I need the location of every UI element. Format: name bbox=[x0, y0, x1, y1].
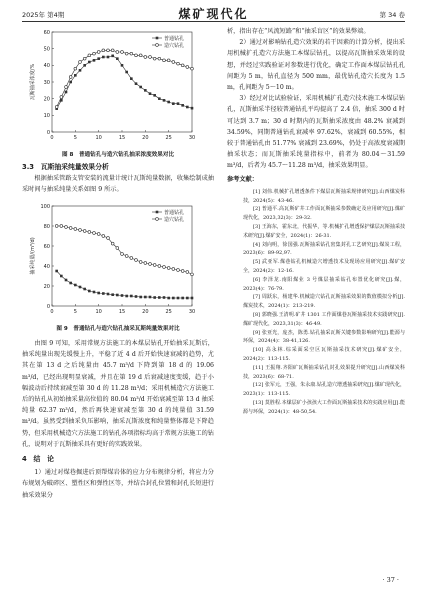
reference-item: [11] 王振翔.齐阳矿瓦斯抽采钻孔封孔效果提升研究[J].山西煤炭科技，2023(6)：68-71. bbox=[243, 364, 405, 380]
figure9-point bbox=[97, 292, 100, 295]
figure9-point bbox=[93, 291, 96, 294]
figure9-x-tick-label: 20 bbox=[142, 309, 149, 315]
figure8-point bbox=[125, 52, 128, 55]
figure9-point bbox=[102, 235, 105, 238]
figure9-legend-label: 普通钻孔 bbox=[164, 209, 185, 216]
figure9-point bbox=[191, 273, 194, 276]
figure9-y-tick-label: 100 bbox=[40, 203, 50, 210]
figure8-point bbox=[88, 61, 91, 64]
figure9-point bbox=[69, 282, 72, 285]
figure8-point bbox=[111, 49, 114, 52]
figure9-point bbox=[163, 296, 166, 299]
figure9-point bbox=[125, 295, 128, 298]
figure-8-caption: 图 8 普通钻孔与造穴钻孔抽采浓度效果对比 bbox=[61, 152, 175, 158]
reference-item: [8] 郭晓强.王清明.矿井 1301 工作面煤巷瓦斯抽采技术实践研究[J].煤矿现代化，2023,31(3)：46-49. bbox=[243, 312, 405, 327]
figure9-point bbox=[60, 275, 63, 278]
figure9-x-tick-label: 15 bbox=[118, 309, 126, 315]
references-heading: 参考文献： bbox=[227, 175, 258, 183]
figure9-point bbox=[153, 296, 156, 299]
figure8-point bbox=[74, 74, 77, 77]
figure9-point bbox=[158, 265, 161, 268]
figure9-point bbox=[97, 233, 100, 236]
figure9-x-tick-label: 0 bbox=[50, 309, 54, 315]
figure9-point bbox=[83, 288, 86, 291]
figure9-point bbox=[79, 286, 82, 289]
figure8-point bbox=[65, 86, 68, 89]
figure9-point bbox=[177, 297, 180, 300]
figure8-point bbox=[135, 82, 138, 85]
figure9-point bbox=[111, 242, 114, 245]
figure8-point bbox=[144, 89, 147, 92]
journal-title: 煤矿现代化 bbox=[178, 7, 249, 21]
figure8-legend-marker bbox=[156, 44, 159, 47]
header-rule bbox=[22, 21, 405, 22]
figure9-point bbox=[144, 262, 147, 265]
figure9-point bbox=[149, 296, 152, 299]
figure8-point bbox=[88, 54, 91, 57]
figure8-x-tick-label: 0 bbox=[50, 135, 54, 141]
figure8-point bbox=[74, 67, 77, 70]
paragraph: 3）经过对比试验验证，采用机械扩孔造穴技术施工本煤层钻孔，瓦斯抽采半径较普通钻孔平均提高了 2.4 倍，抽采 300 d 时可达到 3.7 m；30 d 时期内的瓦斯抽采浓度由 48.2% 衰减到 34.59%，同期普通钻孔衰减率 97.62%，衰减到 60.55%，相较于普通钻孔由 51.77% 衰减到 23.69%，仍处于高浓度衰减期抽采状态；而瓦斯抽采纯量指标中，前者为 80.04～31.59 m³/d，后者为 45.7～11.28 m³/d，抽采效果明显。 bbox=[227, 95, 405, 170]
figure9-point bbox=[74, 228, 77, 231]
figure9-point bbox=[191, 297, 194, 300]
figure8-point bbox=[111, 55, 114, 58]
figure8-point bbox=[172, 102, 175, 105]
figure9-point bbox=[107, 293, 110, 296]
figure9-point bbox=[65, 279, 68, 282]
figure9-point bbox=[186, 297, 189, 300]
reference-item: [3] 王海东，霍东北，代振华，等.机械扩孔增透保护煤层瓦斯抽采技术研究[J].煤矿安全，2024(1)：26-31. bbox=[243, 224, 405, 239]
figure9-point bbox=[69, 227, 72, 230]
figure9-point bbox=[135, 259, 138, 262]
figure9-point bbox=[130, 295, 133, 298]
figure8-x-tick-label: 30 bbox=[188, 135, 196, 141]
figure9-point bbox=[139, 261, 142, 264]
right-column bbox=[227, 26, 405, 417]
figure8-point bbox=[83, 64, 86, 67]
figure8-x-tick-label: 5 bbox=[73, 135, 77, 141]
figure8-point bbox=[177, 102, 180, 105]
figure9-y-axis-label: 抽采纯量/(m³/d) bbox=[30, 237, 36, 275]
reference-item: [4] 刘向明，徐国强.瓦斯抽采钻孔密集封孔工艺研究[J].煤炭工程，2023(6)：89-92,97. bbox=[243, 241, 405, 257]
reference-list bbox=[227, 188, 405, 417]
journal-issue: 2025年 第4期 bbox=[22, 11, 65, 19]
figure8-point bbox=[186, 66, 189, 69]
figure8-point bbox=[69, 81, 72, 84]
figure9-y-tick-label: 60 bbox=[43, 243, 50, 250]
figure8-point bbox=[149, 56, 152, 59]
figure8-point bbox=[116, 51, 119, 54]
figure8-point bbox=[97, 51, 100, 54]
figure9-legend-marker bbox=[156, 211, 159, 214]
figure8-point bbox=[139, 86, 142, 89]
figure8-legend-marker bbox=[156, 37, 159, 40]
figure8-point bbox=[93, 59, 96, 62]
paragraph: 根据抽采管路支管安装的流量计统计瓦斯纯量数据，收集绘制成抽采时间与抽采纯量关系如图 9 所示。 bbox=[22, 175, 214, 194]
figure9-point bbox=[121, 253, 124, 256]
figure9-legend-label: 造穴钻孔 bbox=[164, 216, 185, 223]
figure8-point bbox=[97, 57, 100, 60]
figure8-point bbox=[163, 59, 166, 62]
figure9-point bbox=[163, 266, 166, 269]
figure8-point bbox=[102, 49, 105, 52]
figure8-y-tick-label: 20 bbox=[43, 96, 50, 103]
figure9-point bbox=[83, 230, 86, 233]
reference-item: [2] 普通平.高瓦斯矿井工作面瓦斯抽采参数确定及应用研究[J].煤矿现代化，2023,32(3)：29-32. bbox=[243, 206, 405, 222]
figure9-point bbox=[65, 226, 68, 229]
figure8-point bbox=[158, 57, 161, 60]
figure8-point bbox=[153, 94, 156, 97]
left-column bbox=[22, 162, 214, 196]
figure9-point bbox=[167, 297, 170, 300]
figure8-point bbox=[139, 54, 142, 57]
figure9-point bbox=[130, 257, 133, 260]
figure9-y-tick-label: 0 bbox=[46, 303, 50, 310]
figure8-y-tick-label: 0 bbox=[46, 129, 50, 136]
figure9-point bbox=[149, 263, 152, 266]
paragraph: 由图 9 可知，采用常规方法施工的本煤层钻孔开始抽采瓦斯后，抽采纯量出现先缓慢上升，平稳了近 4 d 后开始快速衰减的趋势，尤其在第 13 d 之后纯量由 45.7 m³/d 下降到第 18 d 的 19.06 m³/d，已经出现明显衰减，并且在第 19 d 后衰减速度变缓，趋于小幅波动后持续衰减至第 30 d 的 11.28 m³/d；采用机械造穴方法施工后的钻孔从初始抽采量高位值的 80.04 m³/d 开始衰减至第 13 d 抽采纯量 62.37 m³/d，然后再快速衰减至第 30 d 的纯量值 31.59 m³/d。虽然受到抽采负压影响，抽采瓦斯浓度和纯量整体都是下降趋势，但采用机械造穴方法施工的钻孔各项指标均高于常规方法施工的钻孔，说明对于瓦斯抽采具有更好的实践效果。 bbox=[22, 340, 214, 448]
figure9-legend-marker bbox=[156, 218, 159, 221]
figure-9-chart bbox=[28, 200, 198, 322]
figure8-point bbox=[163, 99, 166, 102]
figure9-point bbox=[125, 255, 128, 258]
figure8-point bbox=[65, 91, 68, 94]
section-4-heading: 4 结 论 bbox=[22, 455, 54, 464]
figure9-point bbox=[121, 294, 124, 297]
figure8-point bbox=[79, 69, 82, 72]
figure9-point bbox=[111, 293, 114, 296]
figure9-x-tick-label: 30 bbox=[188, 309, 196, 315]
figure8-legend-label: 造穴钻孔 bbox=[164, 42, 185, 49]
left-column-lower bbox=[22, 338, 214, 501]
figure9-x-tick-label: 5 bbox=[73, 309, 77, 315]
figure9-point bbox=[116, 247, 119, 250]
figure8-point bbox=[181, 104, 184, 107]
figure9-y-tick-label: 40 bbox=[43, 263, 50, 270]
figure8-point bbox=[79, 61, 82, 64]
figure8-point bbox=[172, 61, 175, 64]
page-number: · 37 · bbox=[382, 576, 399, 584]
figure8-point bbox=[121, 64, 124, 67]
reference-item: [13] 莫胜程.本煤层矿小孩孩大工作面瓦斯抽采技术的实践应用[J].能源与环保，2024(1)：48-50,54. bbox=[243, 399, 405, 415]
figure-9-caption: 图 9 普通钻孔与造穴钻孔抽采瓦斯纯量效果对比 bbox=[56, 326, 180, 332]
figure9-point bbox=[107, 237, 110, 240]
figure8-point bbox=[55, 106, 58, 109]
figure9-point bbox=[172, 297, 175, 300]
figure8-y-tick-label: 60 bbox=[43, 29, 50, 36]
reference-item: [9] 张亚光，庞杰，陈勇.钻孔抽采瓦斯关键参数影响研究[J].能源与环保，2024(4)：38-41,126. bbox=[243, 329, 405, 345]
figure8-point bbox=[158, 97, 161, 100]
figure9-point bbox=[167, 267, 170, 270]
figure8-x-tick-label: 15 bbox=[118, 135, 126, 141]
reference-item: [6] 李泽龙.南阳煤业 3 号煤层抽采钻孔布置优化研究[J].煤，2023(4)：76-79. bbox=[243, 276, 405, 292]
figure9-series-line bbox=[57, 271, 192, 298]
figure8-x-tick-label: 20 bbox=[142, 135, 149, 141]
figure8-point bbox=[135, 54, 138, 57]
figure8-y-tick-label: 10 bbox=[43, 113, 50, 120]
figure8-point bbox=[177, 62, 180, 65]
figure8-point bbox=[130, 77, 133, 80]
figure9-point bbox=[93, 232, 96, 235]
figure8-point bbox=[83, 57, 86, 60]
section-3-3-heading: 3.3 瓦斯抽采纯量效果分析 bbox=[22, 163, 109, 171]
figure9-series-line bbox=[57, 226, 192, 274]
figure9-point bbox=[79, 229, 82, 232]
figure8-point bbox=[191, 67, 194, 70]
figure8-point bbox=[69, 76, 72, 79]
figure8-point bbox=[125, 71, 128, 74]
figure9-x-tick-label: 25 bbox=[165, 309, 172, 315]
figure8-point bbox=[144, 56, 147, 59]
figure8-point bbox=[107, 56, 110, 59]
figure8-point bbox=[102, 56, 105, 59]
journal-volume: 第 34 卷 bbox=[379, 11, 405, 19]
paragraph: 2）通过对影响钻孔造穴效果的若干因素的计算分析，提出采用机械扩孔造穴方法施工本煤层钻孔，以提高瓦斯抽采效果的设想，并经过实践验证对参数进行优化，确定工作面本煤层钻孔孔间距为 5 m，钻孔直径为 500 mm，最优钻孔造穴长度为 1.5 m，孔间距为 5～10 m。 bbox=[227, 39, 405, 92]
figure8-series-line bbox=[57, 56, 192, 109]
figure8-point bbox=[130, 52, 133, 55]
figure9-y-tick-label: 80 bbox=[43, 223, 50, 230]
figure8-point bbox=[167, 59, 170, 62]
figure9-point bbox=[181, 297, 184, 300]
reference-item: [7] 周跃东，杨建华.机械造穴钻孔瓦斯抽采效果的数值模拟分析[J].煤炭技术，2024(1)：213-219. bbox=[243, 294, 405, 310]
reference-item: [12] 张军元，王强，朱永康.钻孔造穴增透抽采研究[J].煤矿现代化，2023(1)：113-115. bbox=[243, 382, 405, 398]
figure9-point bbox=[186, 271, 189, 274]
figure9-point bbox=[88, 290, 91, 293]
figure9-point bbox=[60, 225, 63, 228]
figure9-point bbox=[177, 269, 180, 272]
figure8-y-axis-label: 瓦斯抽采浓度/% bbox=[30, 63, 36, 101]
figure9-point bbox=[88, 231, 91, 234]
figure8-x-tick-label: 10 bbox=[95, 135, 102, 141]
figure8-point bbox=[181, 64, 184, 67]
figure8-y-tick-label: 50 bbox=[43, 46, 50, 53]
figure8-point bbox=[186, 106, 189, 109]
reference-item: [1] 刘伟.机械扩孔增透条件下煤层瓦斯抽采规律研究[J].山西煤炭科技，2024(5)：43-46. bbox=[243, 188, 405, 204]
figure9-point bbox=[144, 296, 147, 299]
figure9-point bbox=[116, 294, 119, 297]
figure8-y-tick-label: 30 bbox=[43, 79, 50, 86]
figure8-x-tick-label: 25 bbox=[165, 135, 172, 141]
paragraph: 析，指出存在“风流短路”和“抽采盲区”的效果弊端。 bbox=[227, 28, 370, 35]
reference-item: [10] 高永林.综采面采空区瓦斯抽采技术研究[J].煤矿安全，2024(2)：113-115. bbox=[243, 347, 405, 362]
figure9-point bbox=[74, 284, 77, 287]
paragraph: 1）通过对煤巷掘进后顶帮煤岩体的应力分布规律分析，将应力分布规划为破碎区、塑性区和弹性区等，并结合封孔位置和封孔长短进行抽采效果分 bbox=[22, 469, 214, 499]
figure8-point bbox=[121, 51, 124, 54]
figure9-point bbox=[153, 264, 156, 267]
figure8-point bbox=[116, 57, 119, 60]
figure8-legend-label: 普通钻孔 bbox=[164, 35, 185, 42]
figure8-point bbox=[149, 92, 152, 95]
figure9-point bbox=[135, 295, 138, 298]
figure8-point bbox=[153, 57, 156, 60]
figure9-x-tick-label: 10 bbox=[95, 309, 102, 315]
figure8-point bbox=[93, 52, 96, 55]
figure8-point bbox=[191, 107, 194, 110]
figure9-point bbox=[55, 225, 58, 228]
figure9-y-tick-label: 20 bbox=[43, 283, 50, 290]
figure8-y-tick-label: 40 bbox=[43, 63, 50, 70]
figure9-point bbox=[172, 268, 175, 271]
figure8-point bbox=[167, 101, 170, 104]
figure9-point bbox=[102, 292, 105, 295]
figure8-point bbox=[107, 49, 110, 52]
reference-item: [5] 武亚军.煤巷钻孔机械造穴增透技术及现场应用研究[J].煤矿安全，2024(2)：12-16. bbox=[243, 259, 405, 275]
figure8-point bbox=[60, 96, 63, 99]
figure-8-chart bbox=[28, 26, 198, 148]
figure9-point bbox=[181, 270, 184, 273]
figure9-point bbox=[139, 296, 142, 299]
figure8-series-line bbox=[57, 50, 192, 107]
figure9-point bbox=[55, 270, 58, 273]
figure9-point bbox=[158, 296, 161, 299]
